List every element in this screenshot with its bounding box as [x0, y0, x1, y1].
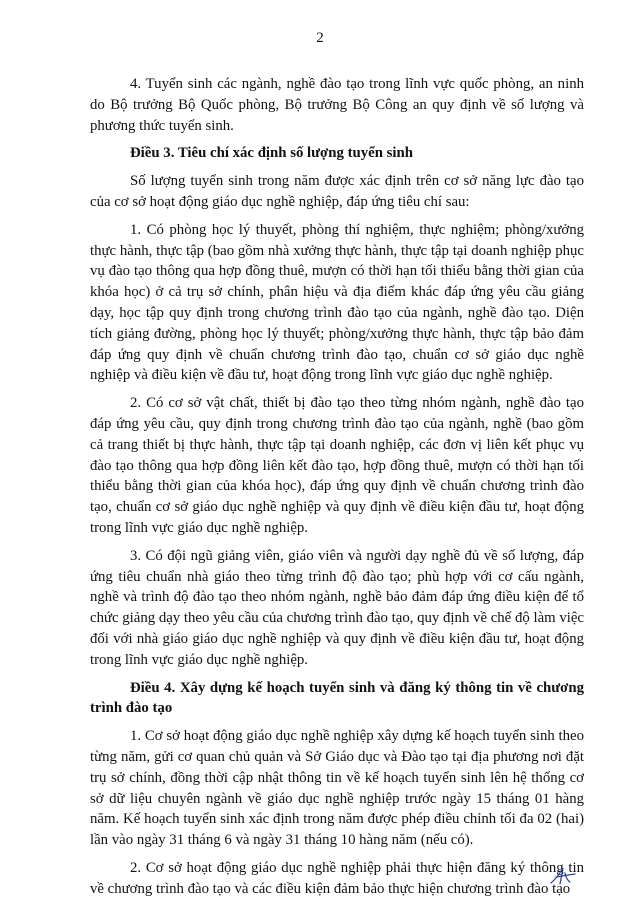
paragraph-criterion-1: 1. Có phòng học lý thuyết, phòng thí nghiệm, thực nghiệm; phòng/xưởng thực hành, thực tập (bao gồm nhà xưởng thực hành, thực tập tại doanh nghiệp phục vụ đào tạo thông qua hợp đồng thuê, mượn có thời hạn tối thiểu bằng thời gian của khóa học) ở cả trụ sở chính, phân hiệu và địa điểm khác đáp ứng yêu cầu giảng dạy, học tập quy định trong chương trình đào tạo của ngành, nghề đào tạo. Diện tích giảng đường, phòng học lý thuyết; phòng/xưởng thực hành, thực tập bảo đảm đáp ứng quy định về chuẩn chương trình đào tạo, chuẩn cơ sở giáo dục nghề nghiệp và điều kiện về đầu tư, hoạt động trong lĩnh vực giáo dục nghề nghiệp.: [90, 221, 584, 384]
article-3-heading: Điều 3. Tiêu chí xác định số lượng tuyển sinh: [130, 145, 413, 162]
paragraph-plan-2: 2. Cơ sở hoạt động giáo dục nghề nghiệp phải thực hiện đăng ký thông tin về chương trình đào tạo và các điều kiện đảm bảo thực hiện chương trình đào tạo: [90, 859, 584, 897]
paragraph-plan-1: 1. Cơ sở hoạt động giáo dục nghề nghiệp xây dựng kế hoạch tuyển sinh theo từng năm, gửi cơ quan chủ quản và Sở Giáo dục và Đào tạo tại địa phương nơi đặt trụ sở chính, đồng thời cập nhật thông tin về kế hoạch tuyển sinh lên hệ thống cơ sở dữ liệu chuyên ngành về giáo dục nghề nghiệp trước ngày 15 tháng 01 hàng năm. Kế hoạch tuyển sinh xác định trong năm được phép điều chỉnh tối đa 02 (hai) lần vào ngày 31 tháng 6 và ngày 31 tháng 10 hàng năm (nếu có).: [90, 728, 584, 849]
paragraph-clause-4: 4. Tuyển sinh các ngành, nghề đào tạo trong lĩnh vực quốc phòng, an ninh do Bộ trưởng Bộ Quốc phòng, Bộ trưởng Bộ Công an quy định về số lượng và phương thức tuyển sinh.: [90, 76, 584, 134]
page-number: 2: [316, 30, 324, 46]
paragraph-intro: Số lượng tuyển sinh trong năm được xác định trên cơ sở năng lực đào tạo của cơ sở hoạt động giáo dục nghề nghiệp, đáp ứng tiêu chí sau:: [90, 173, 584, 210]
paragraph-criterion-2: 2. Có cơ sở vật chất, thiết bị đào tạo theo từng nhóm ngành, nghề đào tạo đáp ứng yêu cầu, quy định trong chương trình đào tạo của ngành, nghề (bao gồm cả trang thiết bị thực hành, thực tập tại doanh nghiệp, các đơn vị liên kết phục vụ đào tạo thông qua hợp đồng liên kết đào tạo, hợp đồng thuê, mượn có thời hạn tối thiểu bằng thời gian của khóa học), đáp ứng quy định về chuẩn chương trình đào tạo, chuẩn cơ sở giáo dục nghề nghiệp và quy định về điều kiện đầu tư, hoạt động trong lĩnh vực giáo dục nghề nghiệp.: [90, 395, 584, 536]
initial-signature-mark: [548, 865, 578, 887]
document-body: [90, 74, 584, 906]
article-4-heading: Điều 4. Xây dựng kế hoạch tuyển sinh và đăng ký thông tin về chương trình đào tạo: [90, 679, 584, 717]
paragraph-criterion-3: 3. Có đội ngũ giảng viên, giáo viên và người dạy nghề đủ về số lượng, đáp ứng tiêu chuẩn nhà giáo theo từng trình độ đào tạo; phù hợp với cơ cấu ngành, nghề và trình độ đào tạo theo nhóm ngành, nghề bảo đảm đáp ứng điều kiện để tổ chức giảng dạy theo yêu cầu của chương trình đào tạo, quy định về chế độ làm việc đối với nhà giáo giáo dục nghề nghiệp và quy định về điều kiện đầu tư, hoạt động trong lĩnh vực giáo dục nghề nghiệp.: [90, 547, 584, 668]
